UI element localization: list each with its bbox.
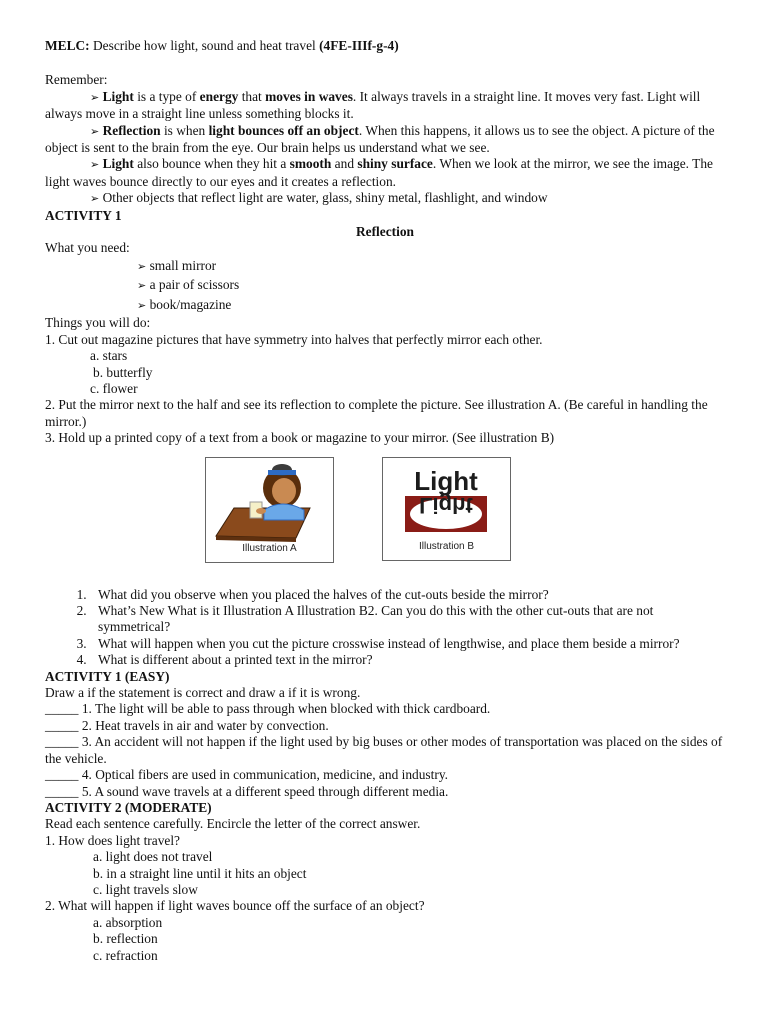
need-item: ➢ a pair of scissors <box>137 277 240 293</box>
need-item: ➢ small mirror <box>137 257 217 273</box>
activity-1-title: Reflection <box>355 224 414 240</box>
remember-paragraph-3: ➢ Light also bounce when they hit a smooth and shiny surface. When we look at the mirror, we see the image. The light waves bounce directly to our eyes and it creates a reflection. <box>45 156 713 189</box>
easy-instruction: Draw a if the statement is correct and draw a if it is wrong. <box>45 685 361 701</box>
logo-reflection: Light <box>419 492 473 518</box>
moderate-instruction: Read each sentence carefully. Encircle the letter of the correct answer. <box>45 816 421 832</box>
illustrations-row <box>45 449 725 581</box>
moderate-question-1: 1. How does light travel? <box>45 832 180 848</box>
illustration-b <box>382 457 511 561</box>
choice-option[interactable]: b. in a straight line until it hits an object <box>93 865 307 881</box>
melc-line <box>45 38 725 54</box>
arrow-bullet-icon: ➢ <box>90 125 100 138</box>
melc-text: Describe how light, sound and heat travel <box>89 38 320 53</box>
list-item: 1. What did you observe when you placed the halves of the cut-outs beside the mirror? <box>90 587 725 603</box>
things-label: Things you will do: <box>45 315 151 331</box>
answer-blank[interactable]: _____ <box>45 701 79 717</box>
activity-moderate-heading: ACTIVITY 2 (MODERATE) <box>45 799 212 815</box>
remember-paragraph-2: ➢ Reflection is when light bounces off an object. When this happens, it allows us to see the object. A picture of the object is sent to the brain from the eye. Our brain helps us understand what we see. <box>45 122 715 156</box>
arrow-bullet-icon: ➢ <box>90 91 100 104</box>
answer-blank[interactable]: _____ <box>45 767 79 783</box>
worksheet-page <box>45 38 725 964</box>
illustration-a <box>205 457 334 563</box>
step-2: 2. Put the mirror next to the half and see its reflection to complete the picture. See illustration A. (Be careful in handling the mirror.) <box>45 397 708 429</box>
moderate-question-2: 2. What will happen if light waves bounce off the surface of an object? <box>45 898 425 914</box>
melc-code: (4FE-IIIf-g-4) <box>319 38 399 53</box>
light-mirror-reflection-icon <box>383 458 510 538</box>
choice-option[interactable]: a. light does not travel <box>93 849 213 865</box>
arrow-bullet-icon: ➢ <box>90 193 100 206</box>
need-item: ➢ book/magazine <box>137 296 232 312</box>
logo-word: Light <box>414 465 478 496</box>
easy-item: _____ 2. Heat travels in air and water by convection. <box>45 717 329 733</box>
choice-option[interactable]: a. absorption <box>93 914 163 930</box>
answer-blank[interactable]: _____ <box>45 734 79 750</box>
remember-paragraph-1: ➢ Light is a type of energy that moves in waves. It always travels in a straight line. It moves very fast. Light will always move in a straight line unless something blocks it. <box>45 88 701 122</box>
need-label: What you need: <box>45 240 130 256</box>
needs-list <box>45 257 725 316</box>
remember-heading: Remember: <box>45 72 108 88</box>
choice-option[interactable]: c. light travels slow <box>93 881 198 897</box>
choice-option[interactable]: b. reflection <box>93 931 158 947</box>
activity-1-heading: ACTIVITY 1 <box>45 207 122 223</box>
step-3: 3. Hold up a printed copy of a text from a book or magazine to your mirror. (See illustration B) <box>45 430 555 446</box>
arrow-bullet-icon: ➢ <box>90 159 100 172</box>
answer-blank[interactable]: _____ <box>45 783 79 799</box>
list-item: 4. What is different about a printed text in the mirror? <box>90 652 725 668</box>
easy-item: _____ 4. Optical fibers are used in communication, medicine, and industry. <box>45 767 448 783</box>
list-item: 2. What’s New What is it Illustration A Illustration B2. Can you do this with the other cut-outs that are not symmetrical? <box>90 603 725 636</box>
step-1-option: a. stars <box>90 348 128 364</box>
step-1-option: b. butterfly <box>93 364 153 380</box>
remember-paragraph-4: ➢ Other objects that reflect light are water, glass, shiny metal, flashlight, and window <box>90 190 548 206</box>
easy-item: _____ 3. An accident will not happen if the light used by big buses or other modes of transportation was placed on the sides of the vehicle. <box>45 734 723 766</box>
choice-option[interactable]: c. refraction <box>93 947 158 963</box>
easy-item: _____ 5. A sound wave travels at a different speed through different media. <box>45 783 449 799</box>
illustration-a-caption: Illustration A <box>242 543 297 555</box>
answer-blank[interactable]: _____ <box>45 717 79 733</box>
list-item: 3. What will happen when you cut the picture crosswise instead of lengthwise, and place them beside a mirror? <box>90 636 725 652</box>
melc-label: MELC: <box>45 38 90 53</box>
illustration-b-caption: Illustration B <box>418 541 475 553</box>
step-1-option: c. flower <box>90 381 138 396</box>
girl-with-mirror-icon <box>206 458 333 546</box>
easy-item: _____ 1. The light will be able to pass through when blocked with thick cardboard. <box>45 701 491 717</box>
activity-easy-heading: ACTIVITY 1 (EASY) <box>45 668 170 684</box>
activity-1-questions <box>45 587 725 669</box>
step-1: 1. Cut out magazine pictures that have symmetry into halves that perfectly mirror each other. <box>45 331 543 347</box>
